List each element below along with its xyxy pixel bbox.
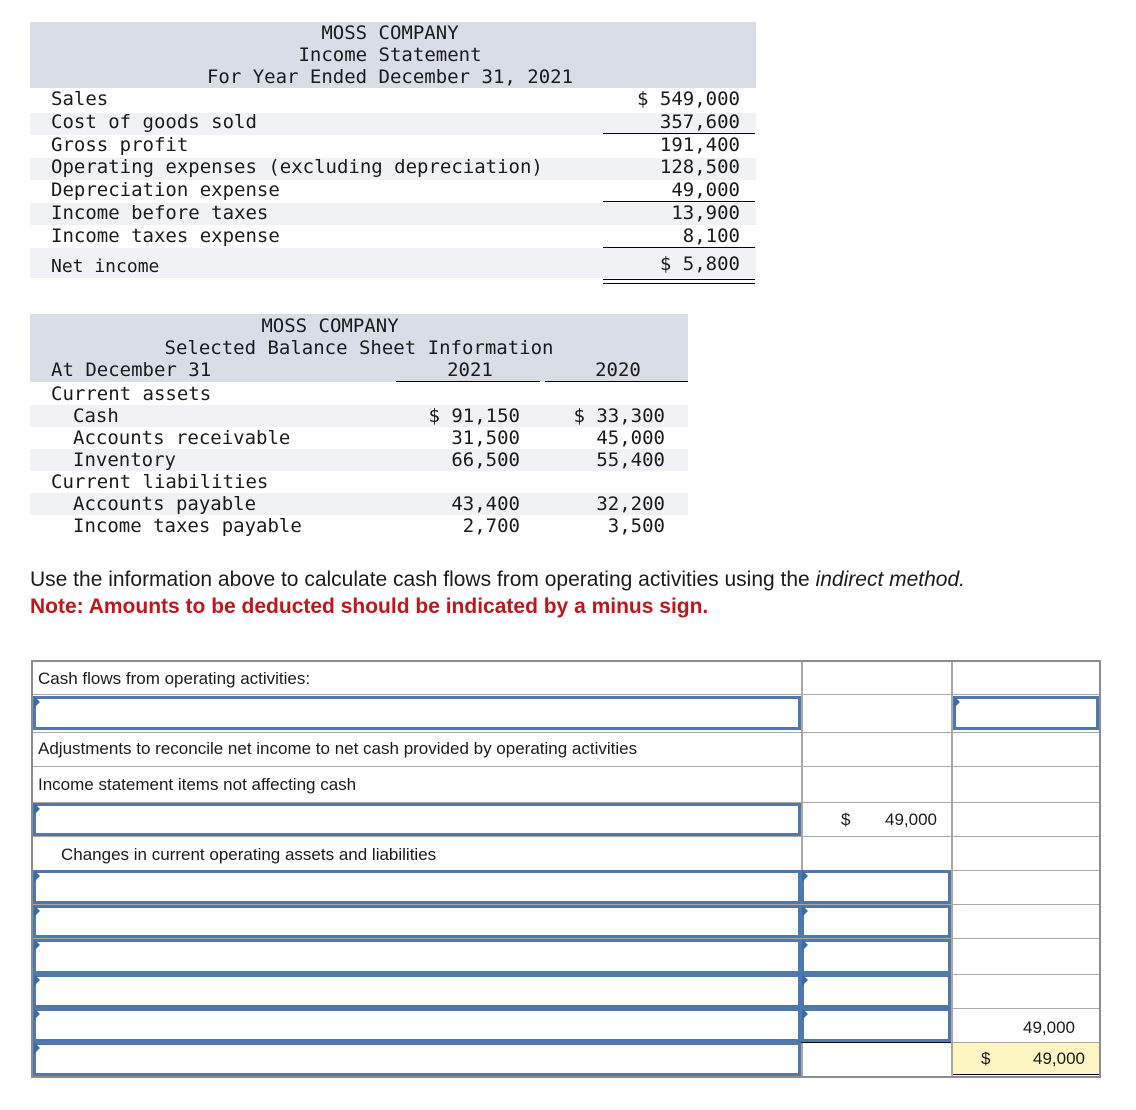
is-row-value: 8,100 <box>682 225 740 247</box>
bs-date-label: At December 31 <box>51 359 212 381</box>
noncash-dollar-sign: $ <box>841 810 851 829</box>
is-row-label: Income before taxes <box>51 202 269 224</box>
net-income-label-input[interactable] <box>33 696 801 730</box>
change-item-input-4[interactable] <box>33 974 801 1008</box>
change-item-input-1[interactable] <box>33 870 801 904</box>
bs-current-liabilities-label: Current liabilities <box>51 471 269 493</box>
is-period: For Year Ended December 31, 2021 <box>206 66 574 88</box>
adjustments-label: Adjustments to reconcile net income to net cash provided by operating activities <box>38 739 638 758</box>
instructions <box>30 566 965 620</box>
change-item-input-2[interactable] <box>33 905 801 938</box>
instruction-method: indirect method. <box>815 568 965 591</box>
change-item-input-3[interactable] <box>33 939 801 974</box>
instruction-note: Note: Amounts to be deducted should be indicated by a minus sign. <box>30 595 709 618</box>
worksheet-header: Cash flows from operating activities: <box>38 669 311 688</box>
net-cash-label-input[interactable] <box>33 1042 801 1076</box>
is-row-label: Income taxes expense <box>51 225 280 247</box>
bs-asset-2021: $ 91,150 <box>428 405 520 427</box>
is-row-value: 191,400 <box>659 134 740 156</box>
bs-asset-2021: 66,500 <box>451 449 520 471</box>
noncash-items-label: Income statement items not affecting cash <box>38 775 357 794</box>
change-amount-input-1[interactable] <box>801 870 951 904</box>
change-amount-input-5[interactable] <box>801 1008 951 1042</box>
change-amount-input-2[interactable] <box>801 905 951 938</box>
underline <box>801 1042 951 1043</box>
is-net-income-value: $ 5,800 <box>659 253 740 275</box>
total-amount: 49,000 <box>1033 1049 1085 1068</box>
is-row-label: Depreciation expense <box>51 179 280 201</box>
double-underline <box>953 1074 1099 1075</box>
bs-current-assets-label: Current assets <box>51 383 212 405</box>
is-row-label: Cost of goods sold <box>51 111 257 133</box>
bs-asset-label: Accounts receivable <box>73 427 291 449</box>
cash-flow-worksheet <box>31 660 1101 1078</box>
bs-asset-2020: 45,000 <box>596 427 665 449</box>
bs-title: Selected Balance Sheet Information <box>164 337 554 359</box>
underline <box>603 247 755 248</box>
bs-liability-2020: 3,500 <box>607 515 665 537</box>
bs-company-name: MOSS COMPANY <box>261 315 399 337</box>
is-company-name: MOSS COMPANY <box>321 22 459 44</box>
bs-liability-2021: 43,400 <box>451 493 520 515</box>
change-amount-input-3[interactable] <box>801 939 951 974</box>
bs-asset-label: Inventory <box>73 449 176 471</box>
change-item-input-5[interactable] <box>33 1008 801 1042</box>
is-row-value: $ 549,000 <box>637 88 740 110</box>
is-title: Income Statement <box>298 44 482 66</box>
total-dollar-sign: $ <box>981 1049 991 1068</box>
net-income-amount-input[interactable] <box>953 696 1099 730</box>
is-row-value: 49,000 <box>671 179 740 201</box>
double-underline <box>603 283 755 284</box>
bs-asset-2020: $ 33,300 <box>573 405 665 427</box>
noncash-item-input[interactable] <box>33 803 801 836</box>
bs-col-2021: 2021 <box>447 359 493 381</box>
bs-asset-2021: 31,500 <box>451 427 520 449</box>
bs-asset-2020: 55,400 <box>596 449 665 471</box>
is-row-label: Sales <box>51 88 109 110</box>
bs-liability-label: Income taxes payable <box>73 515 302 537</box>
bs-liability-2021: 2,700 <box>462 515 520 537</box>
net-cash-total <box>953 1043 1099 1076</box>
bs-asset-label: Cash <box>73 405 119 427</box>
underline <box>545 381 688 382</box>
is-row-value: 13,900 <box>671 202 740 224</box>
bs-col-2020: 2020 <box>595 359 641 381</box>
is-row-label: Gross profit <box>51 134 189 156</box>
underline <box>396 381 540 382</box>
adjustments-subtotal: 49,000 <box>1023 1018 1075 1037</box>
bs-liability-label: Accounts payable <box>73 493 257 515</box>
bs-liability-2020: 32,200 <box>596 493 665 515</box>
instruction-text: Use the information above to calculate cash flows from operating activities using the <box>30 568 816 591</box>
is-row-value: 357,600 <box>659 111 740 133</box>
is-net-income-label: Net income <box>51 256 160 277</box>
is-row-label: Operating expenses (excluding depreciation) <box>51 156 543 178</box>
change-amount-input-4[interactable] <box>801 974 951 1008</box>
is-row-value: 128,500 <box>659 156 740 178</box>
changes-label: Changes in current operating assets and liabilities <box>61 845 437 864</box>
double-underline <box>603 279 755 280</box>
noncash-amount: 49,000 <box>885 810 937 829</box>
